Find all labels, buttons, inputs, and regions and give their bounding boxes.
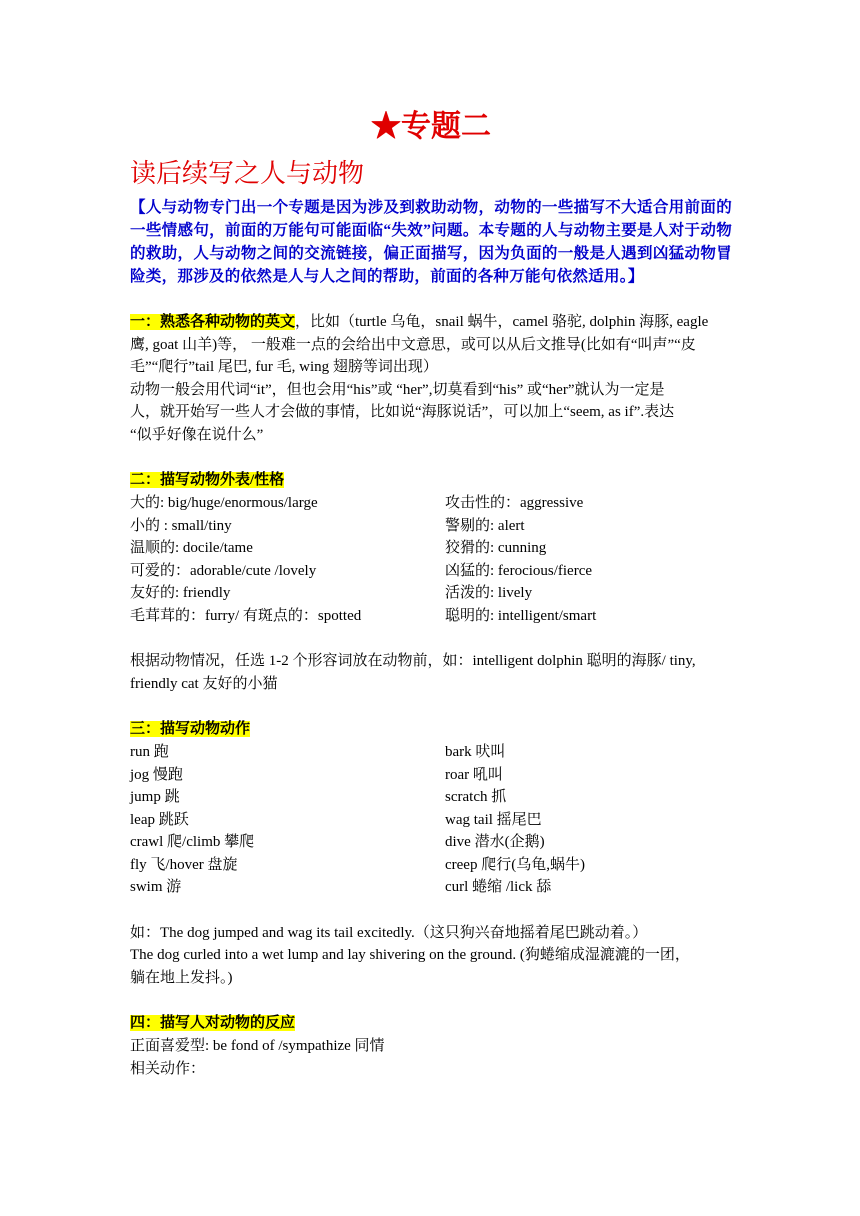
- adjective-left: 友好的: friendly: [130, 585, 231, 601]
- section-4-heading: 四：描写人对动物的反应: [130, 1015, 296, 1031]
- section-1-text2-line2: 人，就开始写一些人才会做的事情，比如说“海豚说话”，可以加上“seem, as if”.表达: [130, 404, 675, 420]
- section-2: [130, 469, 732, 695]
- action-right: roar 吼叫: [445, 766, 503, 783]
- section-3: [130, 718, 732, 989]
- section-3-example-2-line2: 躺在地上发抖。): [130, 969, 233, 986]
- adjective-left: 毛茸茸的：furry/ 有斑点的：spotted: [130, 607, 362, 624]
- adjective-left: 大的: big/huge/enormous/large: [130, 495, 318, 511]
- section-1-text2-line3: “似乎好像在说什么”: [130, 426, 264, 443]
- action-left: swim 游: [130, 879, 182, 895]
- adjective-right: 活泼的: lively: [445, 585, 533, 601]
- action-right: wag tail 摇尾巴: [445, 811, 542, 828]
- adjective-right: 警剔的: alert: [445, 517, 525, 534]
- adjective-right: 凶猛的: ferocious/fierce: [445, 562, 593, 579]
- section-1-text-line3: 毛”“爬行”tail 尾巴, fur 毛, wing 翅膀等词出现）: [130, 359, 438, 375]
- section-2-heading: 二：描写动物外表/性格: [130, 472, 285, 488]
- main-title: ★专题二: [371, 110, 491, 143]
- action-left: jump 跳: [130, 789, 180, 805]
- intro-paragraph: 【人与动物专门出一个专题是因为涉及到救助动物，动物的一些描写不大适合用前面的一些情感句，前面的万能句可能面临“失效”问题。本专题的人与动物主要是人对于动物的救助，人与动物之间的交流链接，偏正面描写，因为负面的一般是人遇到凶猛动物冒险类，那涉及的依然是人与人之间的帮助，前面的各种万能句依然适用。】: [130, 199, 732, 285]
- document-page: [130, 100, 732, 1080]
- section-1: [130, 311, 732, 446]
- section-1-text-line1: ，比如（turtle 乌龟，snail 蜗牛，camel 骆驼, dolphin 海豚, eagle: [295, 314, 709, 330]
- section-4-line2: 相关动作：: [130, 1060, 206, 1077]
- section-3-example-1: 如：The dog jumped and wag its tail excitedly.（这只狗兴奋地摇着尾巴跳动着。）: [130, 924, 648, 941]
- action-left: crawl 爬/climb 攀爬: [130, 834, 255, 850]
- action-table: [130, 741, 732, 899]
- section-2-note-line1: 根据动物情况，任选 1-2 个形容词放在动物前，如：intelligent dolphin 聪明的海豚/ tiny,: [130, 653, 696, 669]
- action-right: scratch 抓: [445, 789, 507, 805]
- adjective-right: 聪明的: intelligent/smart: [445, 607, 597, 624]
- section-3-heading: 三：描写动物动作: [130, 721, 251, 737]
- section-1-text2-line1: 动物一般会用代词“it”，但也会用“his”或 “her”,切莫看到“his” 或“her”就认为一定是: [130, 381, 665, 398]
- adjective-right: 攻击性的：aggressive: [445, 495, 584, 511]
- section-4-line1: 正面喜爱型: be fond of /sympathize 同情: [130, 1038, 385, 1054]
- action-left: leap 跳跃: [130, 811, 189, 828]
- adjective-left: 可爱的：adorable/cute /lovely: [130, 562, 317, 579]
- adjective-table: [130, 492, 732, 627]
- section-1-heading: 一：熟悉各种动物的英文: [130, 314, 296, 330]
- action-left: run 跑: [130, 744, 169, 760]
- adjective-left: 温顺的: docile/tame: [130, 540, 253, 556]
- adjective-left: 小的 : small/tiny: [130, 517, 232, 534]
- action-left: jog 慢跑: [130, 766, 183, 783]
- adjective-right: 狡猾的: cunning: [445, 540, 547, 556]
- section-4: [130, 1012, 732, 1080]
- section-2-note-line2: friendly cat 友好的小猫: [130, 675, 278, 692]
- section-3-example-2-line1: The dog curled into a wet lump and lay shivering on the ground. (狗蜷缩成湿漉漉的一团，: [130, 947, 690, 963]
- section-1-text-line2: 鹰, goat 山羊)等， 一般难一点的会给出中文意思，或可以从后文推导(比如有“叫声”“皮: [130, 336, 696, 353]
- action-right: bark 吠叫: [445, 744, 506, 760]
- action-right: dive 潜水(企鹅): [445, 834, 545, 850]
- subtitle: 读后续写之人与动物: [130, 159, 365, 188]
- action-right: creep 爬行(乌龟,蜗牛): [445, 856, 585, 873]
- action-left: fly 飞/hover 盘旋: [130, 856, 238, 873]
- action-right: curl 蜷缩 /lick 舔: [445, 879, 552, 895]
